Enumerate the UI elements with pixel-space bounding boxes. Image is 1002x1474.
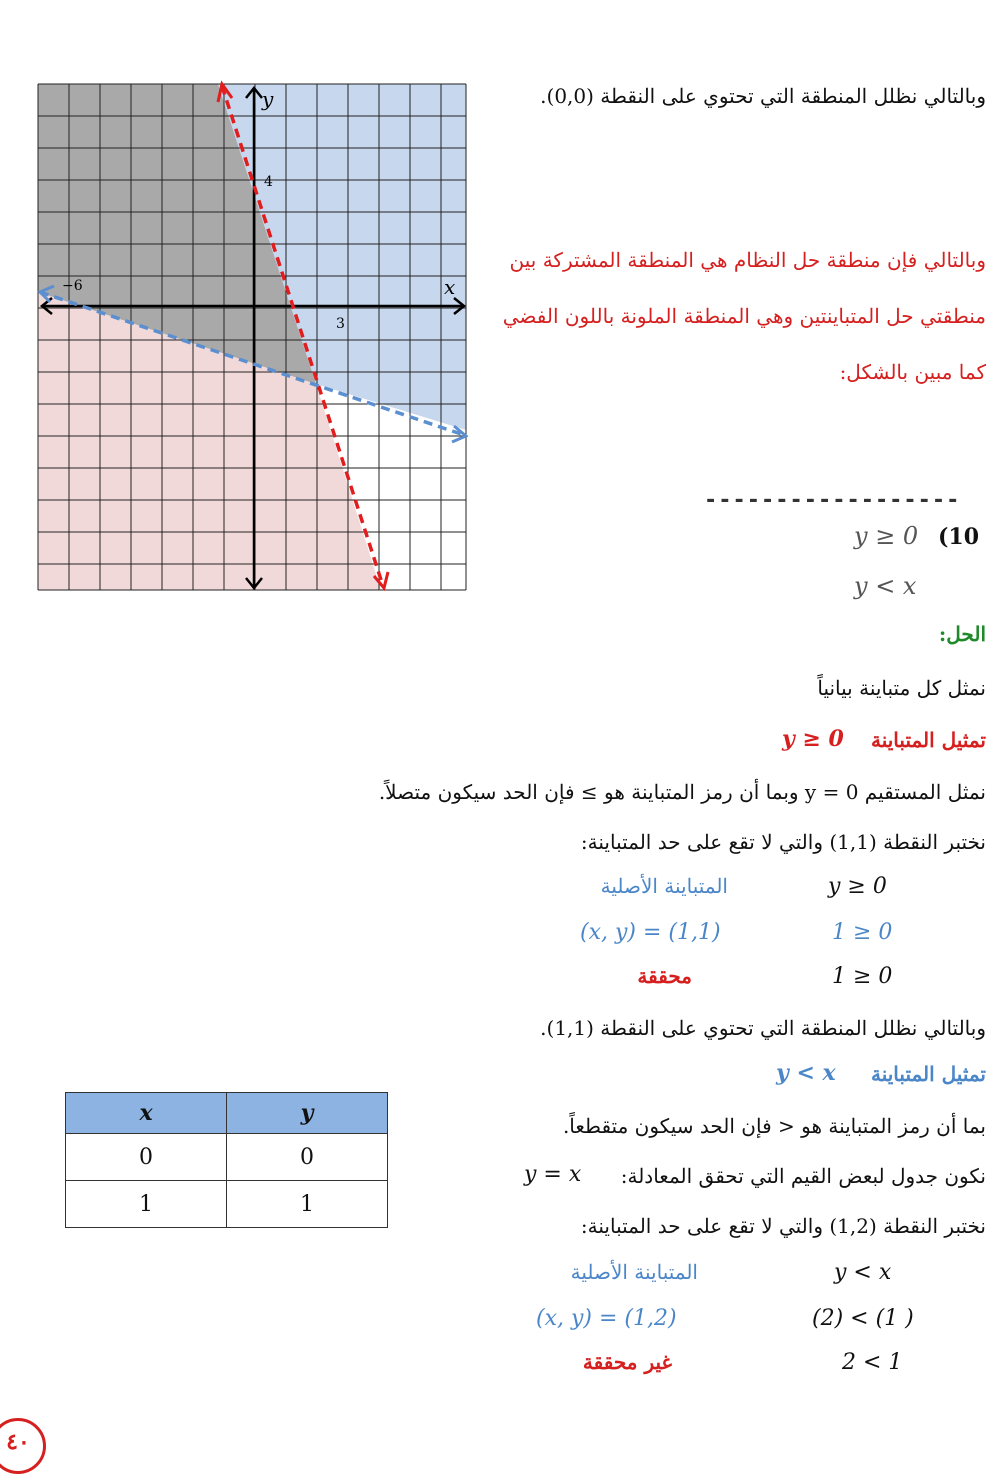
axis-x-label: x bbox=[444, 275, 456, 299]
table-cell: 0 bbox=[66, 1134, 227, 1181]
represent-each-text: نمثل كل متباينة بيانياً bbox=[817, 676, 986, 700]
solution-region-line-2: منطقتي حل المتباينتين وهي المنطقة الملونة باللون الفضي bbox=[502, 304, 986, 328]
table-row bbox=[66, 1134, 388, 1181]
table-cell: 0 bbox=[227, 1134, 388, 1181]
question-number: (10 bbox=[938, 524, 980, 550]
table-cell: 1 bbox=[66, 1181, 227, 1228]
solution-region-line-3: كما مبين بالشكل: bbox=[839, 360, 986, 384]
test2-row2-right: (x, y) = (1,2) bbox=[536, 1306, 677, 1331]
test2-row3-left: 2 < 1 bbox=[842, 1350, 903, 1375]
test1-row1-right: المتباينة الأصلية bbox=[600, 874, 728, 898]
test1-row2-right: (x, y) = (1,1) bbox=[580, 920, 721, 945]
shade-statement-11: وبالتالي نظلل المنطقة التي تحتوي على النقطة (1,1). bbox=[540, 1016, 986, 1040]
test1-row3-right: محققة bbox=[637, 964, 692, 988]
test1-row1-left: y ≥ 0 bbox=[828, 874, 887, 899]
values-table bbox=[65, 1092, 388, 1228]
table-description: نكون جدول لبعض القيم التي تحقق المعادلة: bbox=[620, 1164, 986, 1188]
rep2-description: بما أن رمز المتباينة هو < فإن الحد سيكون متقطعاً. bbox=[562, 1114, 986, 1138]
question-inequality-2: y < x bbox=[854, 572, 917, 600]
solution-label: الحل: bbox=[938, 622, 986, 646]
rep1-math: y ≥ 0 bbox=[782, 726, 844, 752]
table-header-row bbox=[66, 1093, 388, 1134]
tick-label-3: 3 bbox=[336, 316, 345, 332]
table-header-y: y bbox=[227, 1093, 388, 1134]
rep2-math: y < x bbox=[776, 1060, 836, 1086]
rep1-title: تمثيل المتباينة bbox=[870, 728, 986, 752]
test2-row3-right: غير محققة bbox=[582, 1350, 672, 1374]
table-equation: y = x bbox=[524, 1162, 582, 1187]
table-header-x: x bbox=[66, 1093, 227, 1134]
test2-row2-left: (2) < (1 ) bbox=[812, 1306, 914, 1331]
rep1-description: نمثل المستقيم y = 0 وبما أن رمز المتباينة هو ≥ فإن الحد سيكون متصلاً. bbox=[378, 780, 986, 804]
table-cell: 1 bbox=[227, 1181, 388, 1228]
solution-region-line-1: وبالتالي فإن منطقة حل النظام هي المنطقة المشتركة بين bbox=[509, 248, 986, 272]
table-row bbox=[66, 1181, 388, 1228]
separator-dashes: ------------------ bbox=[704, 488, 961, 504]
test2-row1-right: المتباينة الأصلية bbox=[570, 1260, 698, 1284]
question-inequality-1: y ≥ 0 bbox=[854, 522, 919, 550]
tick-label-neg6: −6 bbox=[62, 278, 83, 294]
shade-statement-00: وبالتالي نظلل المنطقة التي تحتوي على النقطة (0,0). bbox=[540, 84, 986, 108]
test1-row2-left: 1 ≥ 0 bbox=[832, 920, 893, 945]
test2-row1-left: y < x bbox=[834, 1260, 892, 1285]
test-point-2-text: نختبر النقطة (1,2) والتي لا تقع على حد المتباينة: bbox=[580, 1214, 986, 1238]
page-number: ٤٠ bbox=[0, 1418, 46, 1474]
rep2-title: تمثيل المتباينة bbox=[870, 1062, 986, 1086]
test-point-1-text: نختبر النقطة (1,1) والتي لا تقع على حد المتباينة: bbox=[580, 830, 986, 854]
tick-label-4: 4 bbox=[264, 174, 273, 190]
axis-y-label: y bbox=[262, 87, 274, 111]
test1-row3-left: 1 ≥ 0 bbox=[832, 964, 893, 989]
coordinate-graph bbox=[36, 80, 468, 592]
